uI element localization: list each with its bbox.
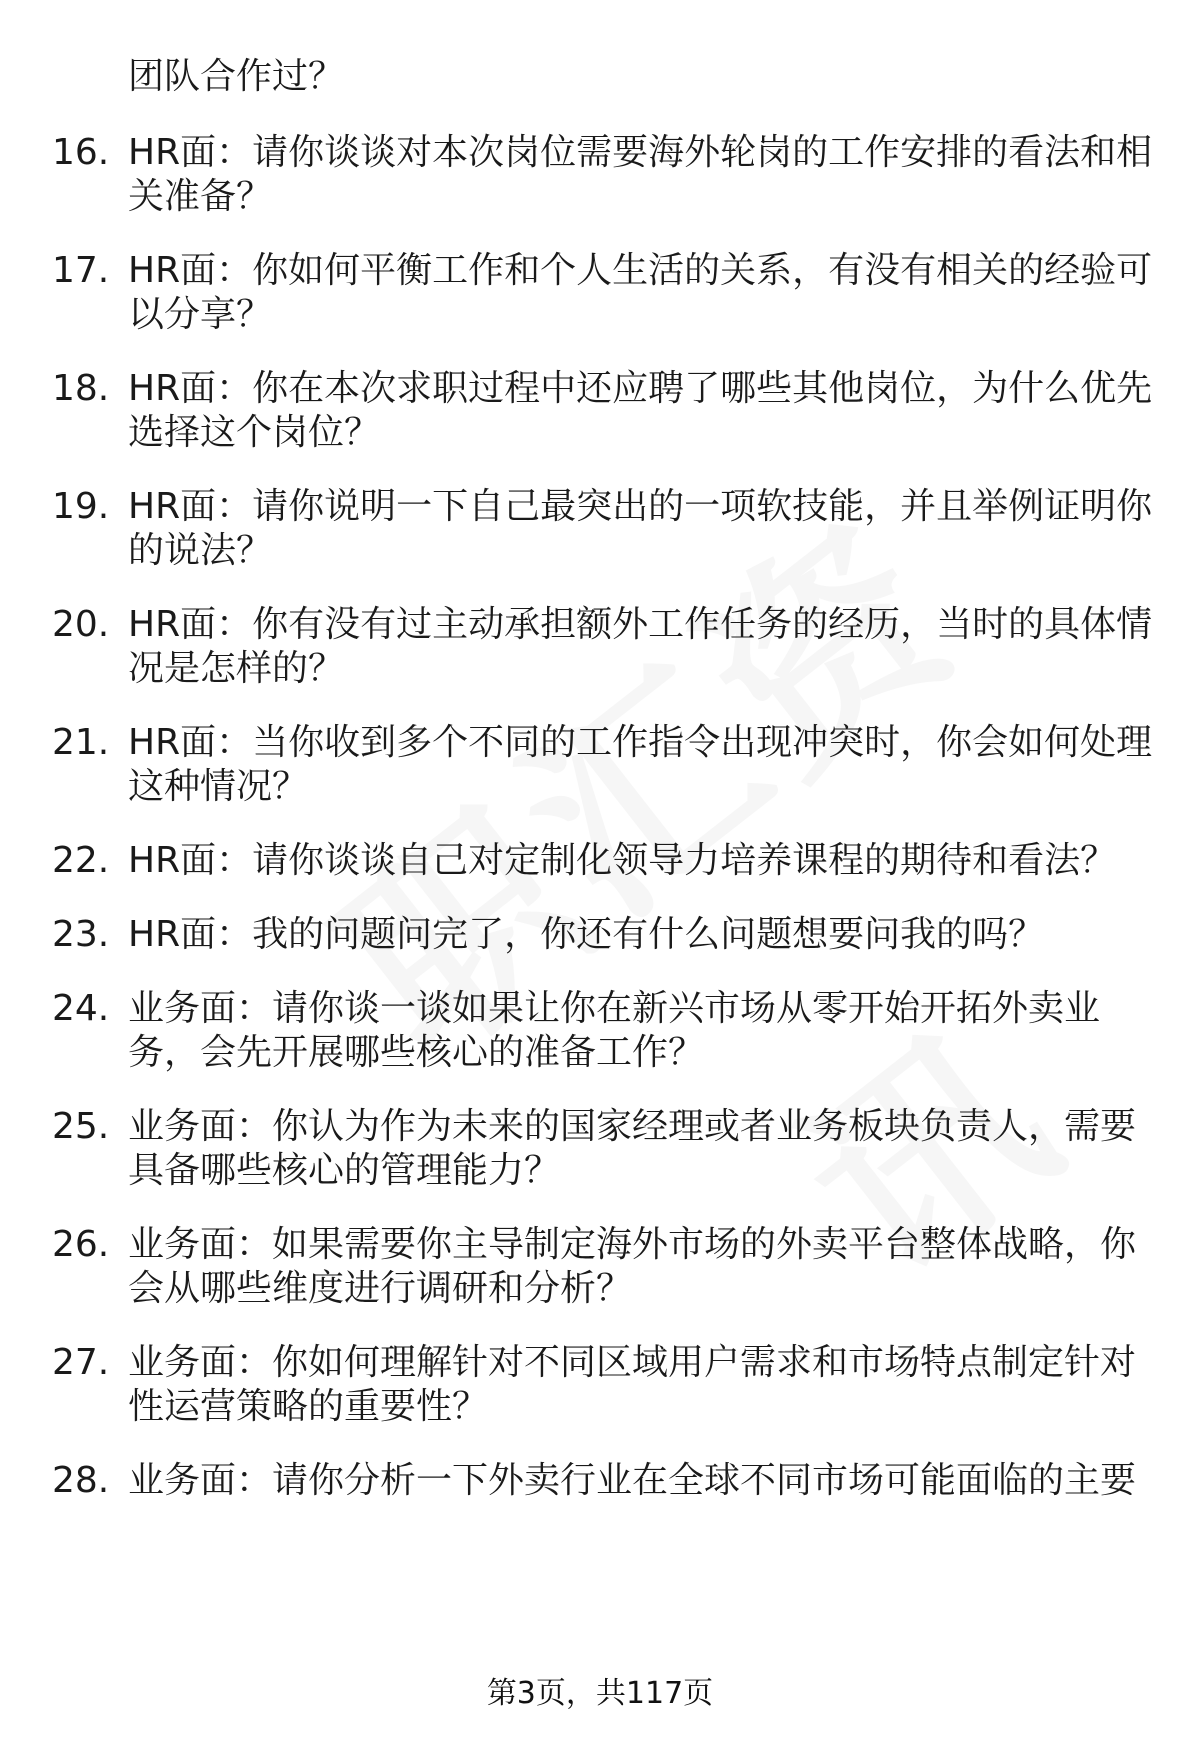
- question-number: 18.: [52, 368, 110, 409]
- question-text: 业务面：请你谈一谈如果让你在新兴市场从零开始开拓外卖业: [128, 988, 1101, 1029]
- question-text: 务，会先开展哪些核心的准备工作？: [128, 1032, 705, 1073]
- question-number: 25.: [52, 1106, 110, 1147]
- question-number: 16.: [52, 132, 110, 173]
- question-text: 业务面：请你分析一下外卖行业在全球不同市场可能面临的主要: [128, 1460, 1137, 1501]
- question-text: 关准备？: [128, 176, 273, 217]
- question-number: 28.: [52, 1460, 110, 1501]
- question-number: 24.: [52, 988, 110, 1029]
- question-text: 况是怎样的？: [128, 648, 345, 689]
- question-text: HR面：请你谈谈对本次岗位需要海外轮岗的工作安排的看法和相: [128, 132, 1153, 173]
- question-number: 17.: [52, 250, 110, 291]
- page-footer: 第3页，共117页: [486, 1676, 714, 1711]
- question-text: 选择这个岗位？: [128, 412, 381, 453]
- question-number: 21.: [52, 722, 110, 763]
- question-text: HR面：你如何平衡工作和个人生活的关系，有没有相关的经验可: [128, 250, 1153, 291]
- question-text: HR面：你在本次求职过程中还应聘了哪些其他岗位，为什么优先: [128, 368, 1153, 409]
- question-text: 的说法？: [128, 530, 273, 571]
- question-text: 业务面：你如何理解针对不同区域用户需求和市场特点制定针对: [128, 1342, 1137, 1383]
- question-text: HR面：你有没有过主动承担额外工作任务的经历，当时的具体情: [128, 604, 1153, 645]
- question-text: 会从哪些维度进行调研和分析？: [128, 1268, 633, 1309]
- question-text: 团队合作过？: [128, 56, 345, 97]
- question-text: HR面：当你收到多个不同的工作指令出现冲突时，你会如何处理: [128, 722, 1153, 763]
- question-text: 性运营策略的重要性？: [128, 1386, 489, 1427]
- question-number: 19.: [52, 486, 110, 527]
- question-text: 具备哪些核心的管理能力？: [128, 1150, 561, 1191]
- question-text: HR面：请你说明一下自己最突出的一项软技能，并且举例证明你: [128, 486, 1153, 527]
- question-number: 20.: [52, 604, 110, 645]
- question-number: 26.: [52, 1224, 110, 1265]
- question-number: 23.: [52, 914, 110, 955]
- question-text: HR面：我的问题问完了，你还有什么问题想要问我的吗？: [128, 914, 1045, 955]
- question-text: HR面：请你谈谈自己对定制化领导力培养课程的期待和看法？: [128, 840, 1117, 881]
- question-text: 这种情况？: [128, 766, 309, 807]
- question-text: 业务面：如果需要你主导制定海外市场的外卖平台整体战略，你: [128, 1224, 1137, 1265]
- question-number: 27.: [52, 1342, 110, 1383]
- question-number: 22.: [52, 840, 110, 881]
- question-text: 业务面：你认为作为未来的国家经理或者业务板块负责人，需要: [128, 1106, 1137, 1147]
- question-text: 以分享？: [128, 294, 273, 335]
